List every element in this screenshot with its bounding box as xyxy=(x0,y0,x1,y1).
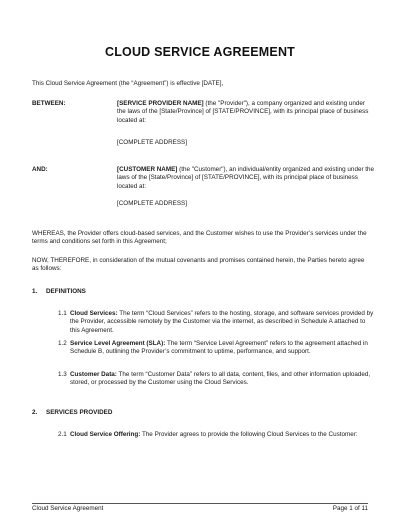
clause-term: Customer Data: xyxy=(70,371,117,378)
section-heading xyxy=(32,409,112,417)
clause xyxy=(58,431,374,439)
intro-paragraph: This Cloud Service Agreement (the “Agreement”) is effective [DATE], xyxy=(32,80,224,87)
customer-address: [COMPLETE ADDRESS] xyxy=(117,200,187,207)
clause-body: The term “Service Level Agreement” refers to the agreement attached in Schedule B, outlining the Provider’s commitment to uptime, performance, and support. xyxy=(70,340,368,356)
clause-number: 1.2 xyxy=(58,340,67,347)
clause-number: 1.3 xyxy=(58,371,67,378)
clause-number: 2.1 xyxy=(58,431,67,438)
clause xyxy=(58,340,374,357)
clause-body: The term “Cloud Services” refers to the hosting, storage, and software services provided by the Provider, accessible remotely by the Customer via the internet, as described in Schedule A attached to this Agreement. xyxy=(70,310,374,334)
clause-term: Cloud Services: xyxy=(70,310,118,317)
customer-description: (the "Customer"), an individual/entity organized and existing under the laws of the [State/Province] of [STATE/PROVINCE], with its principal place of business located at: xyxy=(117,166,375,190)
clause xyxy=(58,310,374,335)
and-label: AND: xyxy=(32,166,48,173)
document-title: CLOUD SERVICE AGREEMENT xyxy=(104,45,296,59)
footer-page-number: Page 1 of 11 xyxy=(332,505,368,512)
footer-document-name: Cloud Service Agreement xyxy=(32,505,104,512)
whereas-paragraph: WHEREAS, the Provider offers cloud-based services, and the Customer wishes to use the Provider’s services under the terms and conditions set forth in this Agreement; xyxy=(32,230,367,246)
clause-text xyxy=(58,431,374,439)
clause-body: The term “Customer Data” refers to all data, content, files, and other information uploaded, stored, or processed by the Customer using the Cloud Services. xyxy=(70,371,371,387)
section-title: SERVICES PROVIDED xyxy=(46,409,113,416)
section-title: DEFINITIONS xyxy=(46,288,86,295)
clause-term: Cloud Service Offering: xyxy=(70,431,141,438)
provider-description: (the "Provider"), a company organized and existing under the laws of the [State/Province] of [STATE/PROVINCE], with its principal place of business located at: xyxy=(117,100,369,124)
provider-party-text xyxy=(117,100,375,125)
customer-name: [CUSTOMER NAME] xyxy=(117,166,178,173)
clause-number: 1.1 xyxy=(58,310,67,317)
clause-body: The Provider agrees to provide the following Cloud Services to the Customer: xyxy=(140,431,358,438)
provider-address: [COMPLETE ADDRESS] xyxy=(117,139,187,146)
footer-divider xyxy=(32,503,368,504)
section-number: 2. xyxy=(32,409,38,416)
clause-text xyxy=(58,371,374,388)
customer-party-text xyxy=(117,166,375,191)
now-therefore-paragraph: NOW, THEREFORE, in consideration of the mutual covenants and promises contained herein, the Parties hereto agree as follows: xyxy=(32,257,365,273)
clause-term: Service Level Agreement (SLA): xyxy=(70,340,166,347)
clause-text xyxy=(58,310,374,335)
clause xyxy=(58,371,374,388)
clause-text xyxy=(58,340,374,357)
section-number: 1. xyxy=(32,288,38,295)
provider-name: [SERVICE PROVIDER NAME] xyxy=(117,100,204,107)
section-heading xyxy=(32,288,86,296)
between-label: BETWEEN: xyxy=(32,100,66,107)
